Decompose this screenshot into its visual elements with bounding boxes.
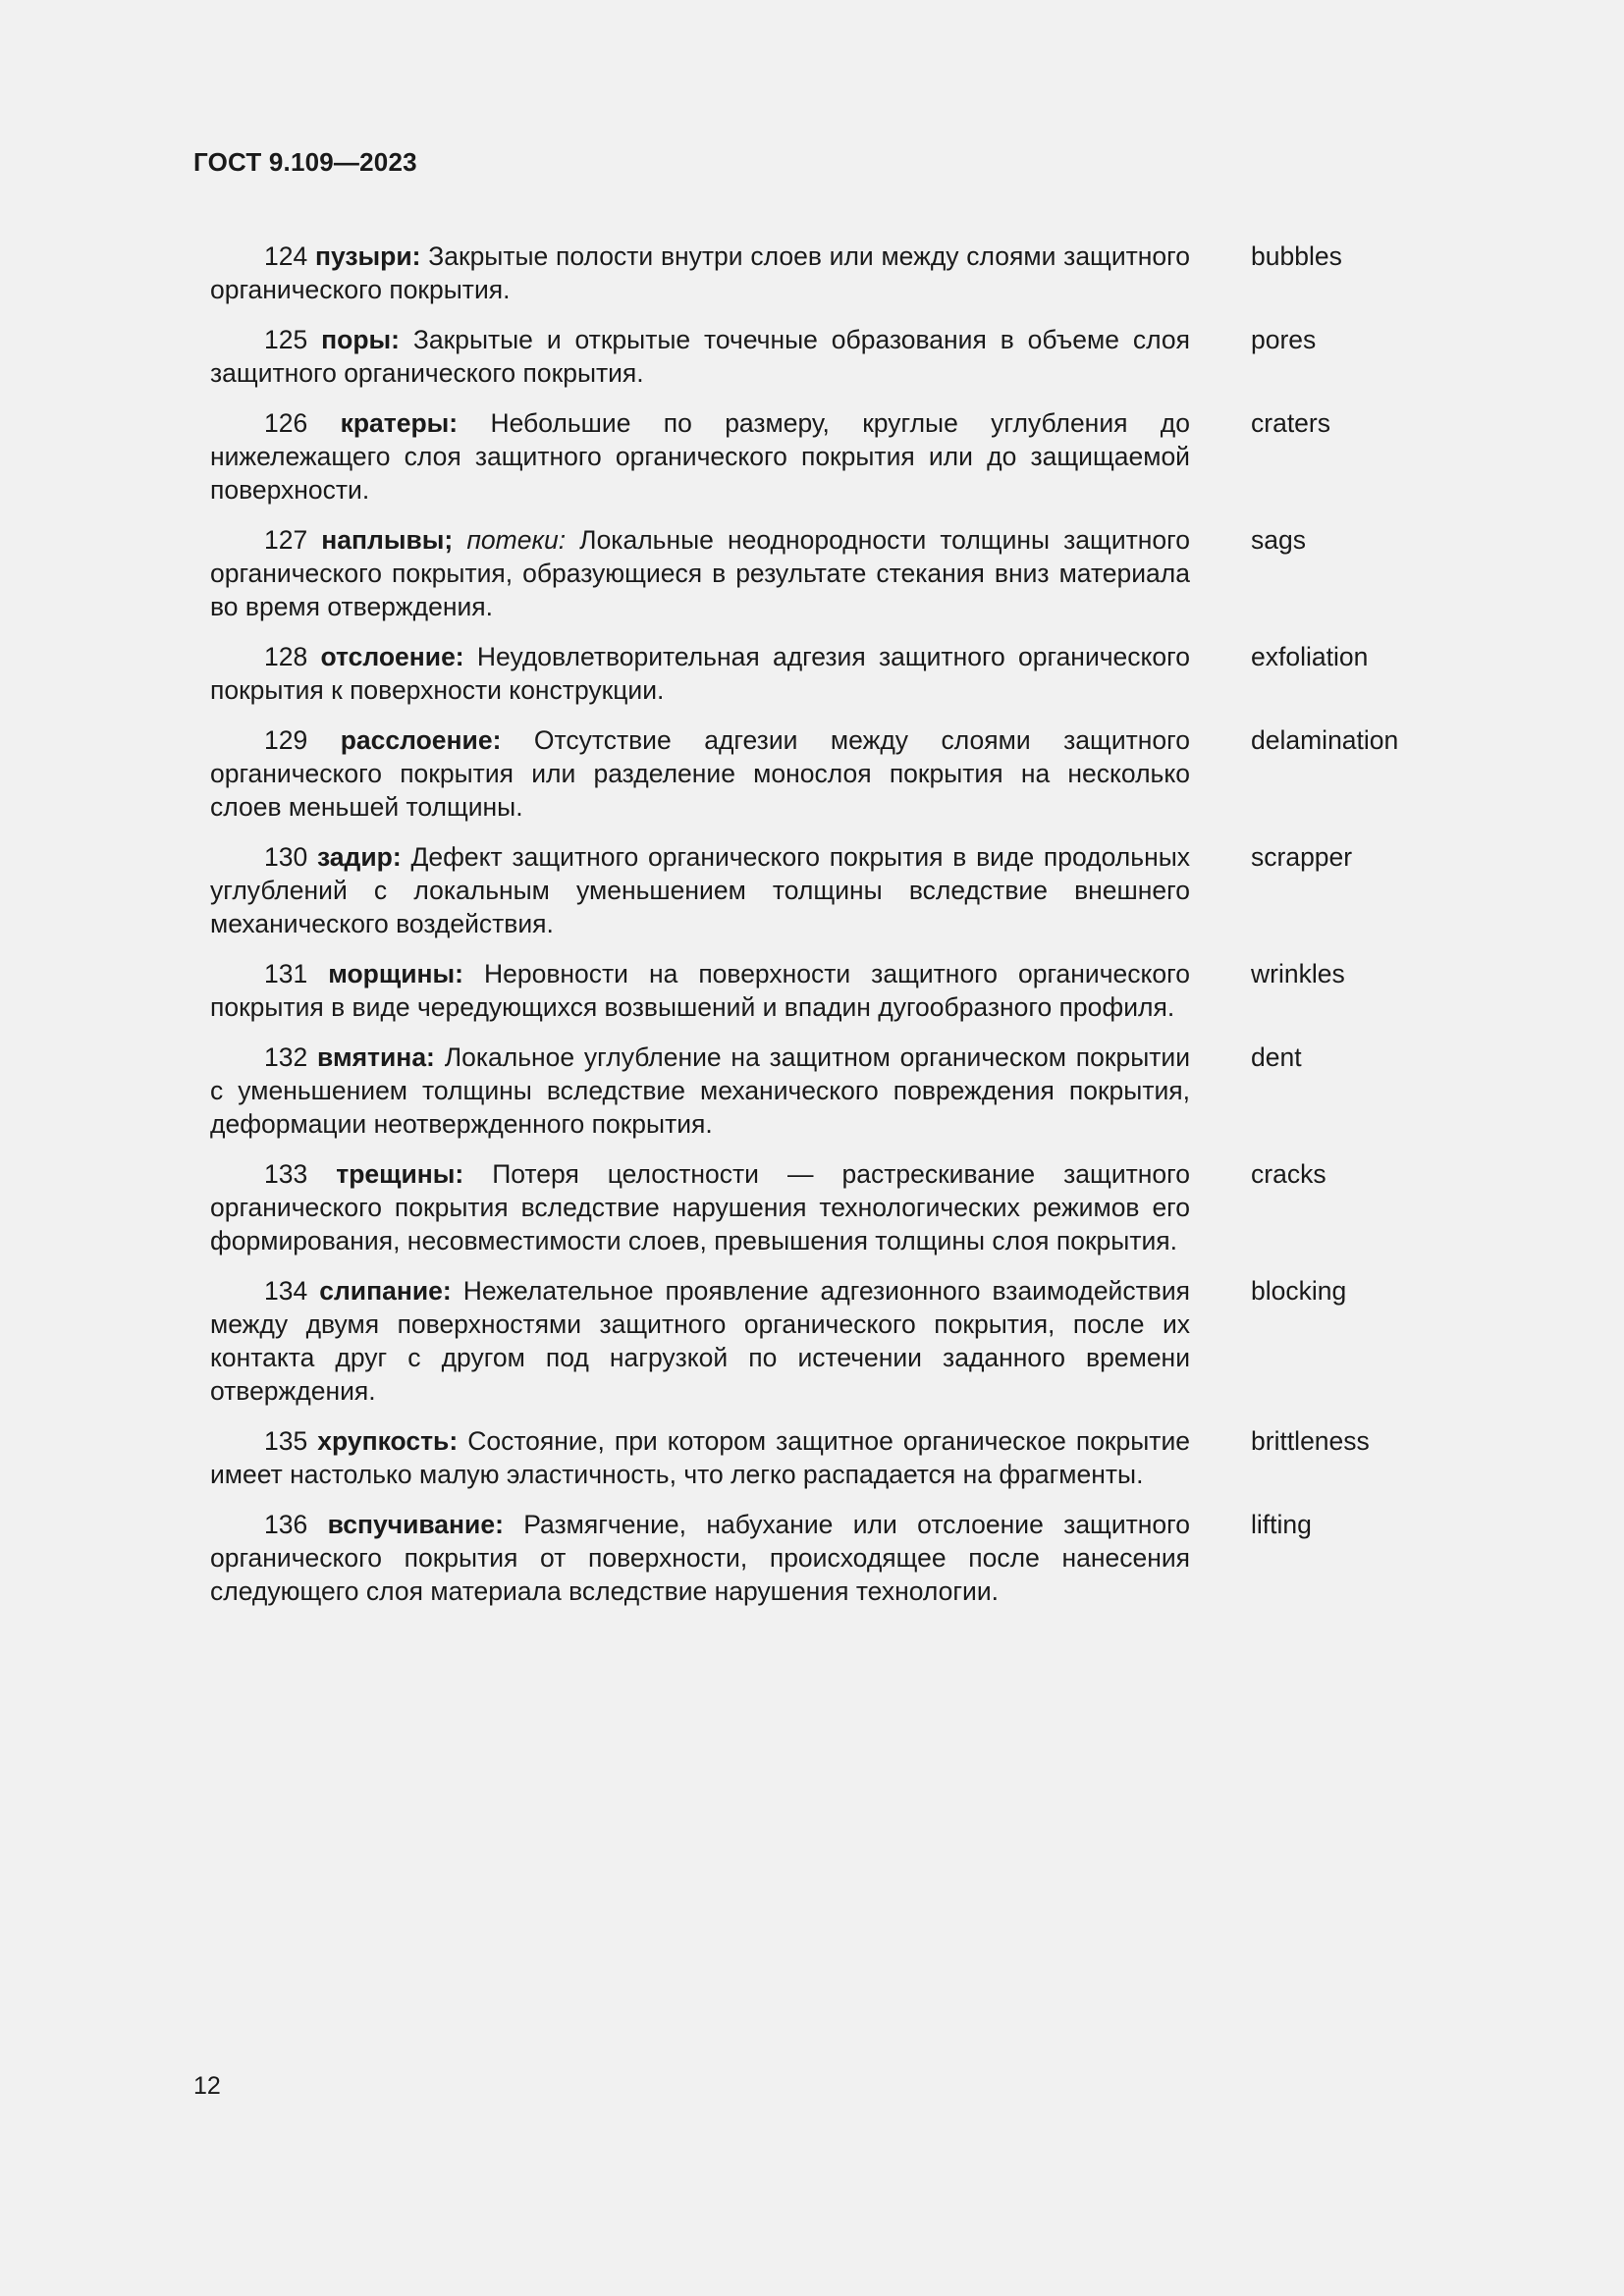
term-number: 125 xyxy=(264,325,308,354)
term-number: 124 xyxy=(264,241,308,271)
term-name: задир: xyxy=(316,842,402,872)
term-definition: Локальные неоднородности толщины защитного органического покрытия, образующиеся в результате стекания вниз материала во время отверждения. xyxy=(210,525,1190,621)
term-definition: Размягчение, набухание или отслоение защитного органического покрытия от поверхности, происходящее после нанесения следующего слоя материала вследствие нарушения технологии. xyxy=(210,1510,1190,1606)
term-number: 133 xyxy=(264,1159,308,1189)
term-english: exfoliation xyxy=(1251,642,1369,671)
term-english: delamination xyxy=(1251,725,1399,755)
term-english: scrapper xyxy=(1251,842,1353,872)
term-entry xyxy=(210,640,1418,707)
term-english: wrinkles xyxy=(1251,959,1345,988)
term-definition: Нежелательное проявление адгезионного взаимодействия между двумя поверхностями защитного органического покрытия, после их контакта друг с другом под нагрузкой по истечении заданного времени отверждения. xyxy=(210,1276,1190,1406)
term-entry xyxy=(210,957,1418,1024)
term-name: пузыри: xyxy=(314,241,421,271)
term-entry xyxy=(210,1157,1418,1257)
term-name: расслоение: xyxy=(340,725,502,755)
term-definition: Неудовлетворительная адгезия защитного органического покрытия к поверхности конструкции. xyxy=(210,642,1190,705)
term-definition-block xyxy=(210,1157,1190,1257)
term-definition-block xyxy=(210,523,1190,623)
term-name: морщины: xyxy=(328,959,463,988)
term-definition-block xyxy=(210,240,1190,306)
term-english: pores xyxy=(1251,325,1317,354)
term-entry xyxy=(210,1041,1418,1141)
term-definition: Небольшие по размеру, круглые углубления до нижележащего слоя защитного органического покрытия или до защищаемой поверхности. xyxy=(210,408,1191,505)
term-definition-block xyxy=(210,406,1190,507)
term-english: lifting xyxy=(1251,1510,1312,1539)
term-number: 136 xyxy=(264,1510,308,1539)
term-english: dent xyxy=(1251,1042,1302,1072)
term-name: поры: xyxy=(321,325,400,354)
term-name: вспучивание: xyxy=(327,1510,504,1539)
term-definition-block xyxy=(210,1274,1190,1408)
term-number: 131 xyxy=(264,959,308,988)
term-definition-block xyxy=(210,1508,1190,1608)
term-english: sags xyxy=(1251,525,1306,555)
term-entry xyxy=(210,240,1418,306)
term-number: 134 xyxy=(264,1276,308,1306)
term-definition: Закрытые полости внутри слоев или между слоями защитного органического покрытия. xyxy=(210,241,1190,304)
term-entry xyxy=(210,840,1418,940)
term-entry xyxy=(210,723,1418,824)
term-definition-block xyxy=(210,840,1190,940)
term-definition: Потеря целостности — растрескивание защитного органического покрытия вследствие нарушения технологических режимов его формирования, несовместимости слоев, превышения толщины слоя покрытия. xyxy=(210,1159,1190,1255)
term-name: отслоение: xyxy=(320,642,464,671)
term-entry xyxy=(210,406,1418,507)
term-entry xyxy=(210,1424,1418,1491)
term-english: bubbles xyxy=(1251,241,1342,271)
term-definition: Неровности на поверхности защитного органического покрытия в виде чередующихся возвышений и впадин дугообразного профиля. xyxy=(210,959,1190,1022)
term-definition-block xyxy=(210,1424,1190,1491)
term-definition-block xyxy=(210,323,1190,390)
term-name: слипание: xyxy=(319,1276,452,1306)
page-number: 12 xyxy=(193,2072,221,2100)
term-entry xyxy=(210,523,1418,623)
term-english: cracks xyxy=(1251,1159,1326,1189)
term-number: 132 xyxy=(264,1042,308,1072)
term-name: трещины: xyxy=(336,1159,464,1189)
term-definition: Закрытые и открытые точечные образования в объеме слоя защитного органического покрытия. xyxy=(210,325,1190,388)
term-definition: Отсутствие адгезии между слоями защитного органического покрытия или разделение монослоя покрытия на несколько слоев меньшей толщины. xyxy=(210,725,1190,822)
term-number: 126 xyxy=(264,408,308,438)
term-english: brittleness xyxy=(1251,1426,1370,1456)
term-entry xyxy=(210,323,1418,390)
term-name: наплывы; xyxy=(321,525,454,555)
term-english: blocking xyxy=(1251,1276,1347,1306)
term-definition-block xyxy=(210,957,1190,1024)
term-number: 130 xyxy=(264,842,308,872)
term-definition-block xyxy=(210,1041,1190,1141)
term-synonym: потеки: xyxy=(466,525,567,555)
term-name: кратеры: xyxy=(340,408,459,438)
term-entry xyxy=(210,1508,1418,1608)
term-definition: Дефект защитного органического покрытия в виде продольных углублений с локальным уменьшением толщины вследствие внешнего механического воздействия. xyxy=(210,842,1190,938)
document-header: ГОСТ 9.109—2023 xyxy=(193,147,417,177)
term-number: 128 xyxy=(264,642,308,671)
term-definition: Состояние, при котором защитное органическое покрытие имеет настолько малую эластичность, что легко распадается на фрагменты. xyxy=(210,1426,1190,1489)
term-name: хрупкость: xyxy=(317,1426,459,1456)
term-number: 135 xyxy=(264,1426,308,1456)
terms-list xyxy=(210,240,1418,1625)
term-number: 129 xyxy=(264,725,308,755)
term-number: 127 xyxy=(264,525,308,555)
term-entry xyxy=(210,1274,1418,1408)
term-english: craters xyxy=(1251,408,1330,438)
term-definition: Локальное углубление на защитном органическом покрытии с уменьшением толщины вследствие механического повреждения покрытия, деформации неотвержденного покрытия. xyxy=(210,1042,1191,1139)
term-name: вмятина: xyxy=(317,1042,435,1072)
term-definition-block xyxy=(210,723,1190,824)
term-definition-block xyxy=(210,640,1190,707)
